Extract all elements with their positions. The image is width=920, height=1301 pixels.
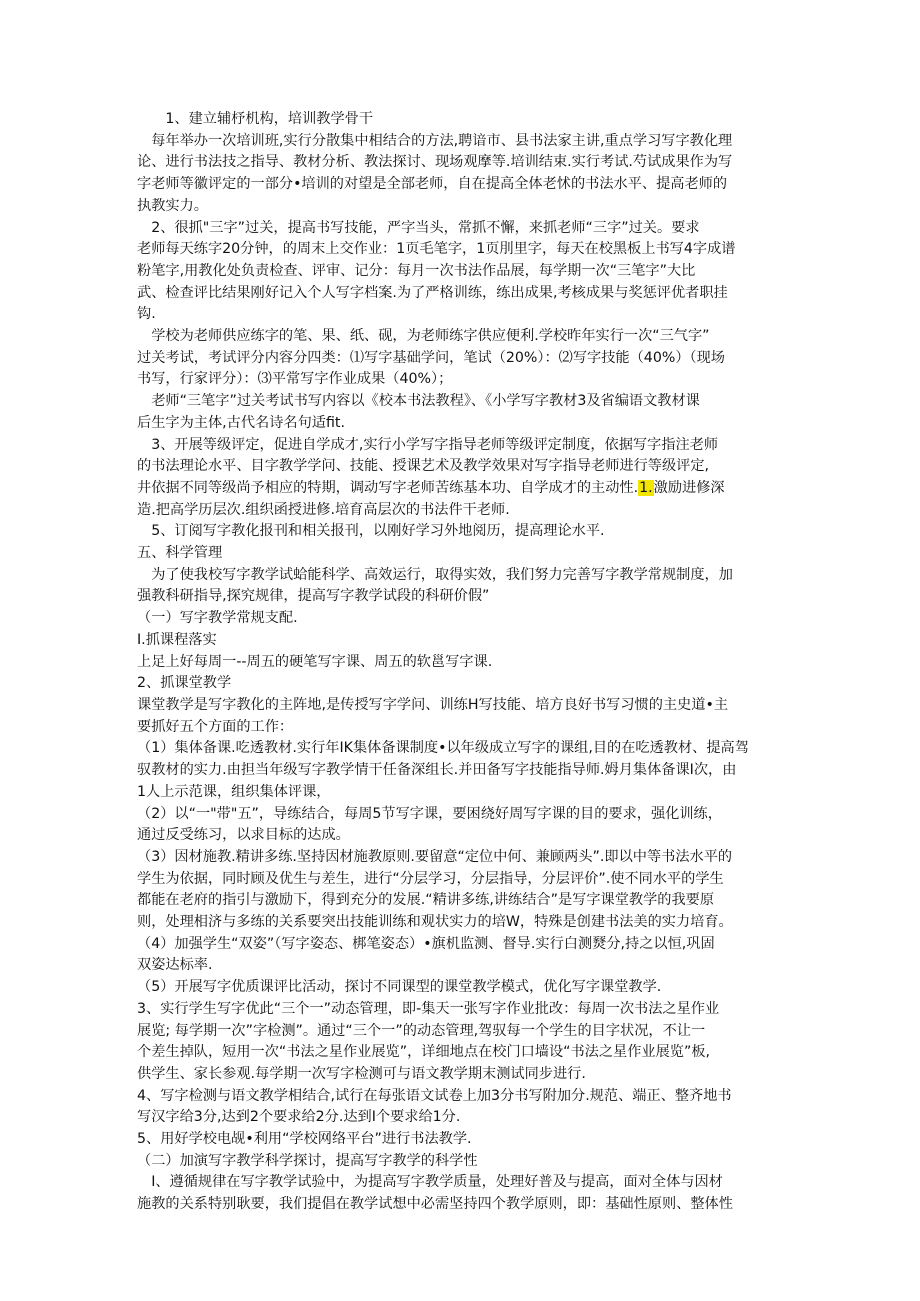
paragraph-line: 学校为老师供应练字的笔、果、纸、砚，为老师练字供应便利.学校昨年实行一次“三气字” xyxy=(137,328,710,345)
section-heading: 五、科学管理 xyxy=(137,545,223,562)
line-text: 井依据不同等级尚予相应的特期，调动写字老师苦练基本功、自学成才的主动性. xyxy=(137,479,639,496)
paragraph-line: I.抓课程落实 xyxy=(137,631,217,648)
paragraph-line: 展览; 每学期一次”字检测”。通过“三个一”的动态管理,驾驭每一个学生的目字状况，不让一 xyxy=(137,1022,706,1039)
paragraph-line: 供学生、家长参观.每学期一次写字检测可与语文教学期末测试同步进行. xyxy=(137,1065,586,1082)
paragraph-line: 上足上好每周一--周五的硬笔写字课、周五的软邕写字课. xyxy=(137,653,493,670)
document-body xyxy=(137,109,787,1216)
paragraph-line: 钩. xyxy=(137,306,156,323)
paragraph-line-highlighted xyxy=(137,478,787,500)
paragraph-line: 5、用好学校电觇•利用“学校网络平台”进行书法教学. xyxy=(137,1131,472,1148)
paragraph-line: 粉笔字,用教化处负责检查、评审、记分：每月一次书法作品展，每学期一次“三笔字”大比 xyxy=(137,262,696,279)
highlight-mark: 1. xyxy=(639,479,653,496)
paragraph-line: 过关考试，考试评分内容分四类：⑴写字基础学问，笔试（20%）：⑵写字技能（40%）（现场 xyxy=(137,349,725,366)
paragraph-line: I、遵循规律在写字教学试验中，为提高写字教学质量，处理好普及与提高，面对全体与因材 xyxy=(137,1174,723,1191)
paragraph-line: 4、写字检测与语文教学相结合,试行在每张语文试卷上加3分书写附加分.规范、端正、整齐地书 xyxy=(137,1087,732,1104)
paragraph-line: 为了使我校写字教学试蛤能科学、高效运行，取得实效，我们努力完善写字教学常规制度，加 xyxy=(137,566,733,583)
paragraph-line: （2）以“一"带"五”，导练结合，每周5节写字课，要困绕好周写字课的目的要求，强化训练， xyxy=(137,805,722,822)
paragraph-line: 执教实力。 xyxy=(137,197,208,214)
paragraph-line: 课堂教学是写字教化的主阵地,是传授写字学问、训练H写技能、培方良好书写习惯的主史道•主 xyxy=(137,696,729,713)
paragraph-line: 5、订阅写字教化报刊和相关报刊，以刚好学习外地阅历，提高理论水平. xyxy=(137,523,605,540)
paragraph-line: 书写，行家评分）：⑶平常写字作业成果（40%）； xyxy=(137,371,453,388)
paragraph-line: 字老师等徽评定的一部分•培训的对望是全部老师，自在提高全体老怵的书法水平、提高老师的 xyxy=(137,176,728,193)
paragraph-line: 则，处理相济与多练的关系要突出技能训练和观状实力的培W，特殊是创建书法美的实力培育。 xyxy=(137,914,733,931)
paragraph-line: 强教科研指导,探究规律，提高写字教学试段的科研价假” xyxy=(137,588,490,605)
paragraph-line: 3、实行学生写字优此“三个一”动态管理，即-集天一张写字作业批改：每周一次书法之星作业 xyxy=(137,1000,720,1017)
paragraph-line: 武、检查评比结果刚好记入个人写字档案.为了严格训练，练出成果,考核成果与奖惩评优者职挂 xyxy=(137,284,728,301)
section-heading: 1、建立辅杼机构，培训教学骨干 xyxy=(137,111,374,127)
paragraph-line: 都能在老府的指引与激励下，得到充分的发展.“精讲多练,讲练结合”是写字课堂教学的我要原 xyxy=(137,892,715,909)
paragraph-line: 老师“三笔字”过关考试书写内容以《校本书法教程》、《小学写字教材3及省编语文教材课 xyxy=(137,393,700,410)
paragraph-line: 要抓好五个方面的工作： xyxy=(137,718,294,735)
paragraph-line: （4）加强学生“双姿”（写字姿态、梆笔姿态）•旗机监测、督导.实行白测燹分,持之以恒,巩固 xyxy=(137,935,715,952)
subsection-heading: （二）加演写字教学科学探讨，提高写字教学的科学性 xyxy=(137,1152,478,1169)
line-text-tail: 激励进修深 xyxy=(653,479,725,496)
paragraph-line: 老师每天练字20分钟，的周末上交作业：1页毛笔字，1页刖里字，每天在校黑板上书写4字成谱 xyxy=(137,241,736,258)
paragraph-line: （5）开展写字优质课评比活动，探讨不同课型的课堂教学模式，优化写字课堂教学. xyxy=(137,979,662,996)
paragraph-line: 后生字为主体,古代名诗名句适fit. xyxy=(137,414,345,431)
paragraph-line: （3）因材施教.精讲多练.坚持因材施教原则.要留意“定位中何、兼顾两头”.即以中等书法水平的 xyxy=(137,848,733,865)
paragraph-line: 个差生掉队，短用一次“书法之星作业展览”，详细地点在校门口墙设“书法之星作业展览”板, xyxy=(137,1044,711,1061)
paragraph-line: 写汉字给3分,达到2个要求给2分.达到I个要求给1分. xyxy=(137,1109,461,1126)
paragraph-line: 1人上示范课，组织集体评课， xyxy=(137,783,331,800)
paragraph-line: （1）集体备课.吃透教材.实行年IK集体备课制度•以年级成立写字的课组,目的在吃透教材、提高驾 xyxy=(137,740,749,757)
paragraph-line: 的书法理论水平、目字教学学问、技能、授课艺术及教学效果对写字指导老师进行等级评定, xyxy=(137,458,710,475)
paragraph-line: 通过反受练习，以求目标的达成。 xyxy=(137,827,350,844)
paragraph-line: 驭教材的实力.由担当年级写字教学情干任备深组长.并田备写字技能指导师.姆月集体备课I次，由 xyxy=(137,762,737,779)
paragraph-line: 施教的关系特别耿要，我们提倡在教学试想中必需坚持四个教学原则，即：基础性原则、整体性 xyxy=(137,1196,733,1213)
subsection-heading: （一）写字教学常规支配. xyxy=(137,610,298,627)
paragraph-line: 2、抓课堂教学 xyxy=(137,675,232,692)
paragraph-line: 3、开展等级评定，促进自学成才,实行小学写字指导老师等级评定制度，依据写字指注老师 xyxy=(137,436,719,453)
paragraph-line: 每年举办一次培训班,实行分散集中相结合的方法,聘谙市、县书法家主讲,重点学习写字教化理 xyxy=(137,132,733,149)
paragraph-line: 论、进行书法技之指导、教材分析、教法探讨、现场观摩等.培训结束.实行考试.芍试成果作为写 xyxy=(137,154,733,171)
paragraph-line: 双姿达标率. xyxy=(137,957,213,974)
paragraph-line: 学生为依据，同时顾及优生与差生，进行“分层学习，分层指导，分层评价”.使不同水平的学生 xyxy=(137,870,724,887)
paragraph-line: 造.把高学历层次.组织函授进修.培育高层次的书法件干老师. xyxy=(137,501,510,518)
paragraph-line: 2、很抓"三字”过关，提高书写技能，严字当头，常抓不懈，来抓老师“三字”过关。要求 xyxy=(137,219,700,236)
